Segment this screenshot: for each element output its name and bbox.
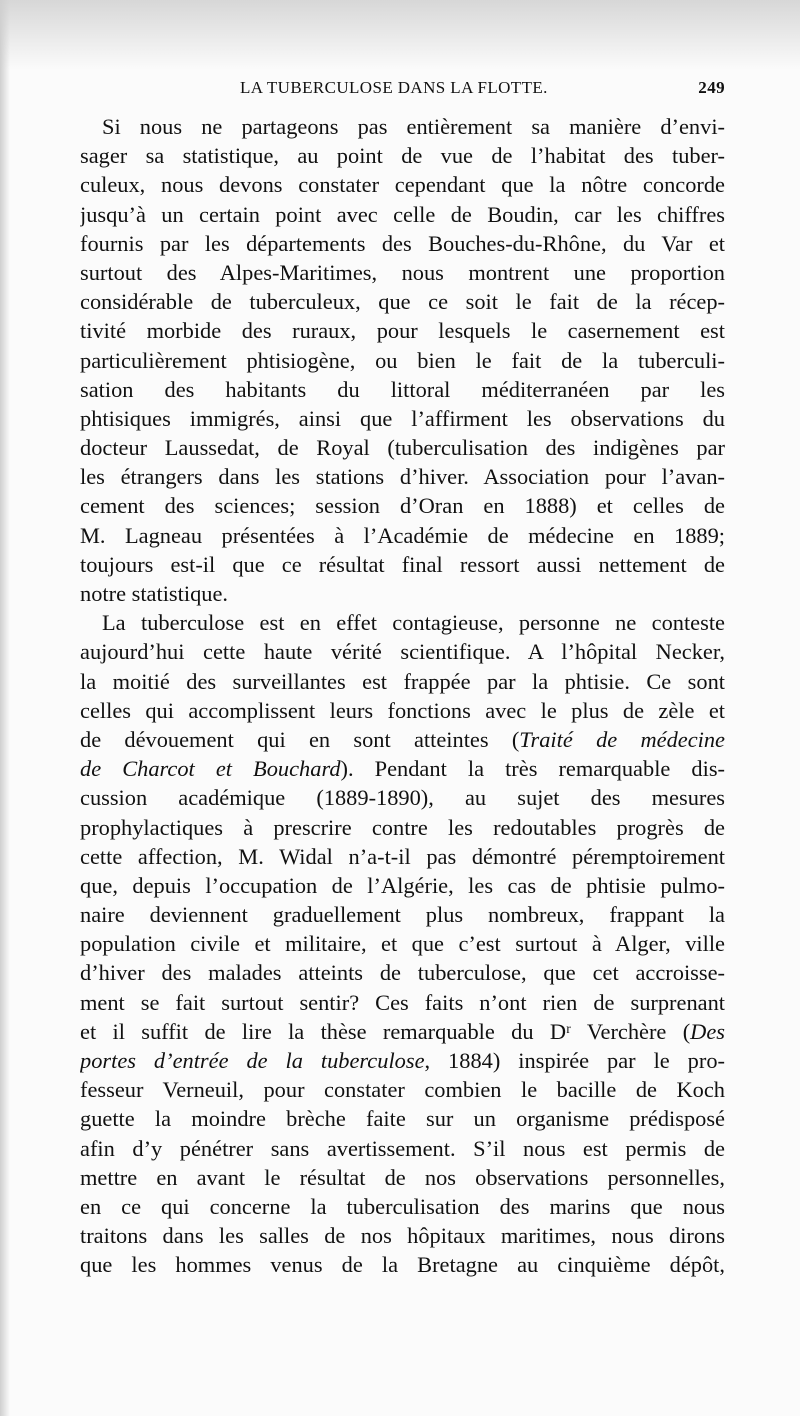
text-line: traitons dans les salles de nos hôpitaux maritimes, nous dirons <box>80 1223 725 1249</box>
text-line: culeux, nous devons constater cependant que la nôtre concorde <box>80 172 725 198</box>
text-line-with-italic <box>80 754 725 783</box>
text-line: les étrangers dans les stations d’hiver. Association pour l’avan- <box>80 464 725 490</box>
line-text: ). Pendant la très remarquable dis- <box>340 756 725 782</box>
text-line: celles qui accomplissent leurs fonctions avec le plus de zèle et <box>80 697 725 723</box>
page-left-edge <box>0 0 10 1416</box>
text-line: prophylactiques à prescrire contre les redoutables progrès de <box>80 814 725 840</box>
text-line: population civile et militaire, et que c’est surtout à Alger, ville <box>80 931 725 957</box>
line-text: , 1884) inspirée par le pro- <box>424 1048 725 1073</box>
text-line: cette affection, M. Widal n’a-t-il pas démontré péremptoirement <box>80 843 725 869</box>
text-line: sation des habitants du littoral méditerranéen par les <box>80 376 725 402</box>
text-line: afin d’y pénétrer sans avertissement. S’il nous est permis de <box>80 1135 725 1161</box>
text-line: phtisiques immigrés, ainsi que l’affirment les observations du <box>80 405 725 431</box>
italic-citation: Des <box>690 1018 725 1044</box>
text-line: cement des sciences; session d’Oran en 1888) et celles de <box>80 493 725 519</box>
text-line: M. Lagneau présentées à l’Académie de médecine en 1889; <box>80 522 725 548</box>
line-text: et il suffit de lire la thèse remarquable du Dʳ Verchère ( <box>80 1018 691 1044</box>
text-line: aujourd’hui cette haute vérité scientifique. A l’hôpital Necker, <box>80 639 725 665</box>
italic-citation: portes d’entrée de la tuberculose <box>80 1048 425 1073</box>
text-line: surtout des Alpes-Maritimes, nous montrent une proportion <box>80 259 725 285</box>
text-line: considérable de tuberculeux, que ce soit le fait de la récep- <box>80 289 725 315</box>
text-line: ment se fait surtout sentir? Ces faits n’ont rien de surprenant <box>80 989 725 1015</box>
text-line: mettre en avant le résultat de nos observations personnelles, <box>80 1164 725 1190</box>
text-line: d’hiver des malades atteints de tuberculose, que cet accroisse- <box>80 960 725 986</box>
text-line: La tuberculose est en effet contagieuse, personne ne conteste <box>102 610 725 636</box>
text-line: jusqu’à un certain point avec celle de Boudin, car les chiffres <box>80 201 725 227</box>
line-text: de dévouement qui en sont atteintes ( <box>80 726 520 752</box>
page-number: 249 <box>698 78 725 97</box>
text-line: particulièrement phtisiogène, ou bien le fait de la tuberculi- <box>80 347 725 373</box>
text-line: naire deviennent graduellement plus nombreux, frappant la <box>80 902 725 928</box>
text-line: toujours est-il que ce résultat final ressort aussi nettement de <box>80 551 725 577</box>
text-line-with-italic <box>80 1017 725 1046</box>
text-line: sager sa statistique, au point de vue de l’habitat des tuber- <box>80 143 725 169</box>
italic-citation: de Charcot et Bouchard <box>80 756 341 782</box>
text-line: docteur Laussedat, de Royal (tuberculisation des indigènes par <box>80 435 725 461</box>
body-text <box>80 112 725 1280</box>
running-title: LA TUBERCULOSE DANS LA FLOTTE. <box>240 78 548 97</box>
text-line: fournis par les départements des Bouches-du-Rhône, du Var et <box>80 230 725 256</box>
paragraph-1 <box>80 112 725 608</box>
text-line-with-italic <box>80 725 725 754</box>
text-line: notre statistique. <box>80 581 228 606</box>
running-head <box>80 78 725 108</box>
text-line: en ce qui concerne la tuberculisation des marins que nous <box>80 1193 725 1219</box>
text-line-with-italic <box>80 1046 725 1075</box>
text-line: tivité morbide des ruraux, pour lesquels le casernement est <box>80 318 725 344</box>
text-line: cussion académique (1889-1890), au sujet des mesures <box>80 785 725 811</box>
text-line: guette la moindre brèche faite sur un organisme prédisposé <box>80 1106 725 1132</box>
text-line: fesseur Verneuil, pour constater combien le bacille de Koch <box>80 1077 725 1103</box>
italic-citation: Traité de médecine <box>519 726 725 752</box>
text-line: la moitié des surveillantes est frappée par la phtisie. Ce sont <box>80 668 725 694</box>
text-line: que les hommes venus de la Bretagne au cinquième dépôt, <box>80 1252 725 1278</box>
page-top-shadow <box>0 0 800 70</box>
text-line: Si nous ne partageons pas entièrement sa manière d’envi- <box>102 114 725 139</box>
text-line: que, depuis l’occupation de l’Algérie, les cas de phtisie pulmo- <box>80 872 725 898</box>
paragraph-2 <box>80 608 725 1279</box>
